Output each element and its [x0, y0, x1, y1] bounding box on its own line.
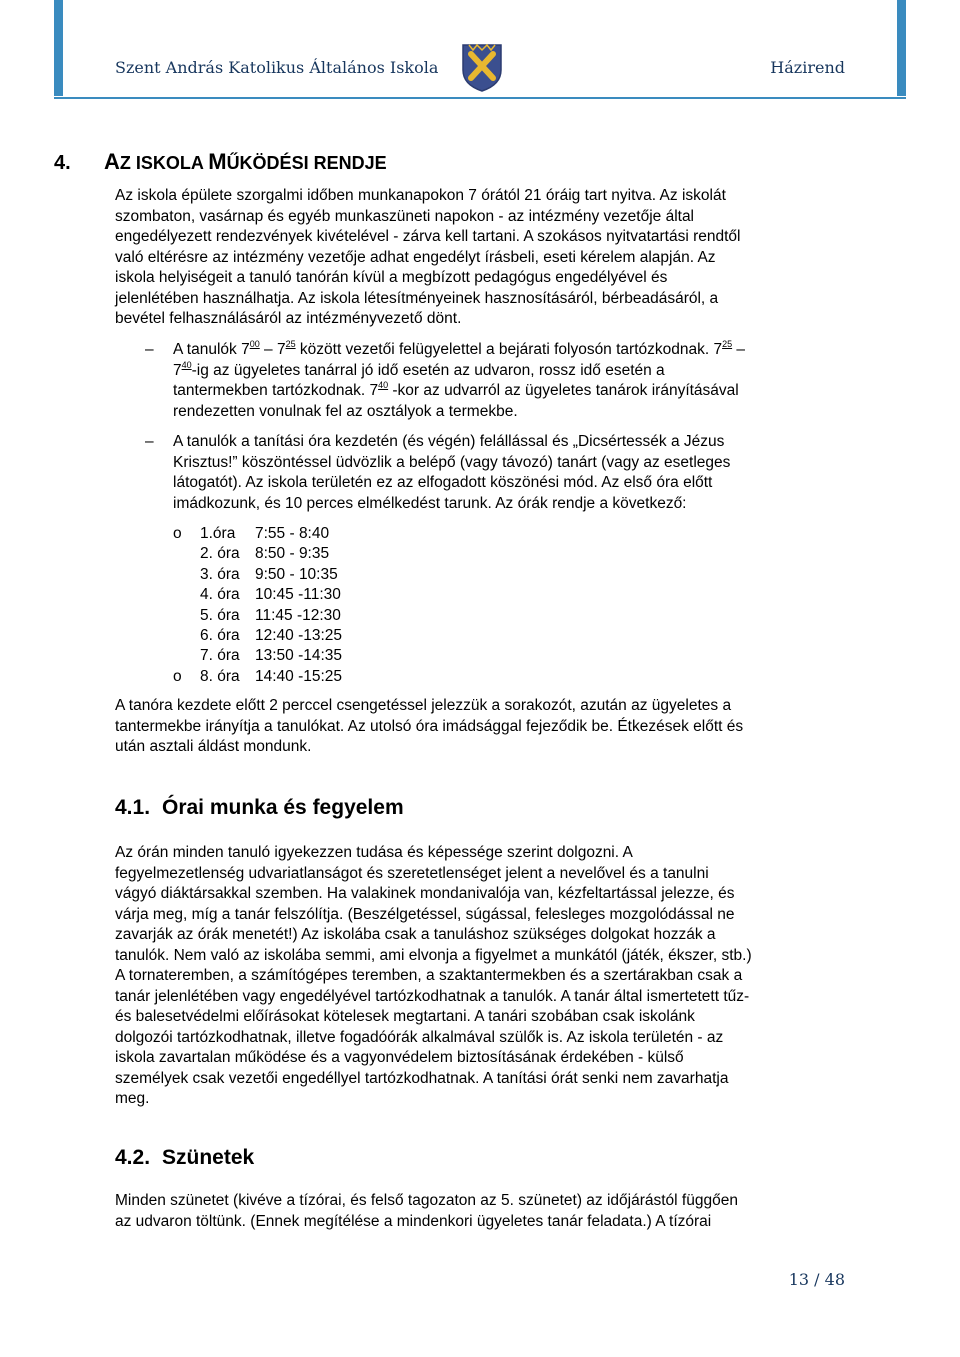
schedule-note-paragraph — [115, 696, 850, 758]
header-accent-bar-right — [897, 0, 906, 96]
text-line: jelenlétében használhatja. Az iskola létesítményeinek hasznosításáról, bérbeadásáról, a — [115, 289, 719, 307]
text-line: A tornateremben, a számítógépes teremben, a szaktantermekben és a szertárakban csak a — [115, 967, 743, 984]
text-line: vágyó diáktársakkal szemben. Ha valakinek mondanivalója van, kézfeltartással jelezze, és — [115, 885, 735, 902]
text-line: tanár jelenlétében vagy engedélyével tartózkodhatnak a tanulók. A tanár által ismertetett tűz- — [115, 987, 750, 1005]
text-line: és balesetvédelmi előírásokat kötelesek megtartani. A tanári szobában csak iskolánk — [115, 1008, 695, 1025]
text-line: A tanóra kezdete előtt 2 perccel csengetéssel jelezzük a sorakozót, azután az ügyeletes a — [115, 697, 732, 714]
text-line: szombaton, vasárnap és egyéb munkaszüneti napokon - az intézmény vezetője által — [115, 207, 695, 225]
header-school-name: Szent András Katolikus Általános Iskola — [115, 58, 439, 77]
list-item — [115, 432, 850, 514]
breaks-paragraph — [115, 1191, 850, 1232]
text-line: fegyelmezetlenség udvariatlanságot és szeretetlenséget jelent a nevelővel és a tanulni — [115, 864, 709, 882]
header-document-title: Házirend — [770, 58, 845, 77]
text-line: személyek csak vezetői engedéllyel tartózkodhatnak. A tanítási órát senki nem zavarhatja — [115, 1069, 729, 1087]
subsection-heading — [115, 796, 404, 820]
page-number: 13 / 48 — [788, 1270, 845, 1289]
dash-bullet: – — [145, 433, 154, 450]
text-line: meg. — [115, 1090, 150, 1107]
text-line: A tanulók a tanítási óra kezdetén (és végén) felállással és „Dicsértessék a Jézus — [173, 433, 725, 450]
text-line: iskola zavartalan működése és a vagyonvédelem biztosításának érdekében - külső — [115, 1049, 684, 1066]
text-line: Az órán minden tanuló igyekezzen tudása és képessége szerint dolgozni. A — [115, 844, 633, 861]
text-line: imádkozunk, és 10 perces elmélkedést tarunk. Az órák rendje a következő: — [173, 494, 687, 512]
header-accent-bar-left — [54, 0, 63, 96]
text-line: várja meg, míg a tanár felszólítja. (Beszélgetéssel, súgással, felesleges mozgolódással ne — [115, 905, 735, 923]
text-line: zavarják az órák menetét!) Az iskolába csak a tanuláshoz szükséges dolgokat hozzák a — [115, 926, 716, 943]
text-line: az udvaron töltünk. (Ennek megítélése a mindenkori ügyeletes tanár feladata.) A tízórai — [115, 1212, 712, 1230]
text-line: engedélyezett rendezvények kivételével - zárva kell tartani. A szokásos nyitvatartási rendtől — [115, 228, 741, 245]
text-line: való eltérésre az intézmény vezetője adhat engedélyt írásbeli, eseti kérelem alapján. Az — [115, 248, 716, 266]
section-number: 4. — [54, 152, 71, 174]
text-line: iskola helyiségeit a tanuló tanórán kívül a megbízott pedagógus engedélyével és — [115, 269, 668, 286]
subsection-number: 4.2. — [115, 1146, 151, 1169]
subsection-title: Szünetek — [162, 1146, 255, 1169]
header-divider — [54, 97, 906, 99]
text-line: látogatót). Az iskola területén ez az elfogadott köszönési mód. Az első óra előtt — [173, 474, 713, 491]
text-line: dolgozói tartózkodhatnak, illetve fogadóórák alkalmával szülők is. Az iskola területén - az — [115, 1028, 724, 1046]
text-line: tantermekbe irányítja a tanulókat. Az utolsó óra imádsággal fejeződik be. Étkezések előtt és — [115, 717, 744, 735]
list-item: – A tanulók $7^{00} - 7^{25}$ között vezetői felügyelettel a bejárati folyosón tartózkodnak. $7^{25}$ – $7^{40}-ig$ az ügyeletes tanárral jó idő esetén az udvaron, rossz idő esetén a tantermekben tartózkodnak. $7^{40}$ -kor az udvarról az ügyeletes tanárok irányításával rendezetten vonulnak fel az osztályok a termekbe. — [145, 339, 746, 420]
school-crest-icon — [461, 42, 503, 92]
text-line: Krisztus!” köszöntéssel üdvözlik a belépő (vagy távozó) tanárt (vagy az esetleges — [173, 453, 731, 471]
document-page: Szent András Katolikus Általános Iskola Házirend 4. AZ ISKOLA MŰKÖDÉSI RENDJE Az iskola épülete szorgalmi időben munkanapokon 7 órától 21 óráig tart nyitva. Az iskolát szombaton, vasárnap és egyéb munkaszüneti napokon - az intézmény vezetője által engedélyezett rendezvények kivételével - zárva kell tartani. A szokásos nyitvatartási rendtől való eltérésre az intézmény vezetője adhat engedélyt írásbeli, eseti kérelem alapján. Az iskola helyiségeit a tanuló tanórán kívül a megbízott pedagógus engedélyével és jelenlétében használhatja. Az iskola létesítményeinek hasznosításáról, bérbeadásáról, a bevétel felhasználásáról az intézményvezető dönt. – A tanulók $7^{00} - 7^{25}$ között vezetői felügyelettel a bejárati folyosón tartózkodnak. $7^{25}$ – $7^{40}-ig$ az ügyeletes tanárral jó idő esetén az udvaron, rossz idő esetén a tantermekben tartózkodnak. $7^{40}$ -kor az udvarról az ügyeletes tanárok irányításával rendezetten vonulnak fel az osztályok a termekbe. – A tanulók a tanítási óra kezdetén (és végén) felállással és „Dicsértessék a Jézus Krisztus!” köszöntéssel üdvözlik a belépő (vagy távozó) tanárt (vagy az esetleges látogatót). Az iskola területén ez az elfogadott köszönési mód. Az első óra előtt imádkozunk, és 10 perces elmélkedést tarunk. Az órák rendje a következő: o 1.óra 7:55 - 8:40 2. óra 8:50 - 9:35 3. óra 9:50 - 10:35 4. óra 10:45 -11:30 5. óra 11:45 -12:30 6. óra 12:40 -13:25 7. óra 13:50 -14:35 o 8. óra 14:40 -15:25 A tanóra kezdete előtt 2 perccel csengetéssel jelezzük a sorakozót, azután az ügyeletes a tantermekbe irányítja a tanulókat. Az utolsó óra imádsággal fejeződik be. Étkezések előtt és után asztali áldást mondunk. 4.1. Órai munka és fegyelem Az órán minden tanuló igyekezzen tudása és képessége szerint dolgozni. A fegyelmezetlenség udvariatlanságot és szeretetlenséget jelent a nevelővel és a tanulni vágyó diáktársakkal szemben. Ha valakinek mondanivalója van, kézfeltartással jelezze, és várja meg, míg a tanár felszólítja. (Beszélgetéssel, súgással, felesleges mozgolódással ne zavarják az órák menetét!) Az iskolába csak a tanuláshoz szükséges dolgokat hozzák a tanulók. Nem való az iskolába semmi, ami elvonja a figyelmet a munkától (játék, ékszer, stb.) A tornateremben, a számítógépes teremben, a szaktantermekben és a szertárakban csak a tanár jelenlétében vagy engedélyével tartózkodhatnak a tanulók. A tanár által ismertetett tűz- és balesetvédelmi előírásokat kötelesek megtartani. A tanári szobában csak iskolánk dolgozói tartózkodhatnak, illetve fogadóórák alkalmával szülők is. Az iskola területén - az iskola zavartalan működése és a vagyonvédelem biztosításának érdekében - külső személyek csak vezetői engedéllyel tartózkodhatnak. A tanítási órát senki nem zavarhatja meg. 4.2. Szünetek Minden szünetet (kivéve a tízórai, és felső tagozaton az 5. szünetet) az időjárástól függően az udvaron töltünk. (Ennek megítélése a mindenkori ügyeletes tanár feladata.) A tízórai 13 / 48 — [0, 0, 960, 1357]
discipline-paragraph — [115, 843, 850, 1110]
section-heading: 4. AZ ISKOLA MŰKÖDÉSI RENDJE — [54, 149, 387, 174]
subsection-title: Órai munka és fegyelem — [162, 796, 404, 819]
subsection-heading — [115, 1146, 254, 1170]
text-line: tanulók. Nem való az iskolába semmi, ami elvonja a figyelmet a munkától (játék, ékszer, stb.) — [115, 946, 752, 964]
text-line: Az iskola épülete szorgalmi időben munkanapokon 7 órától 21 óráig tart nyitva. Az iskolát — [115, 187, 726, 204]
text-line: bevétel felhasználásáról az intézményvezető dönt. — [115, 310, 462, 327]
text-line: Minden szünetet (kivéve a tízórai, és felső tagozaton az 5. szünetet) az időjárástól függően — [115, 1192, 738, 1209]
text-line: után asztali áldást mondunk. — [115, 738, 312, 755]
dash-bullet: – — [145, 341, 154, 358]
intro-paragraph — [115, 186, 850, 330]
subsection-number: 4.1. — [115, 796, 151, 819]
